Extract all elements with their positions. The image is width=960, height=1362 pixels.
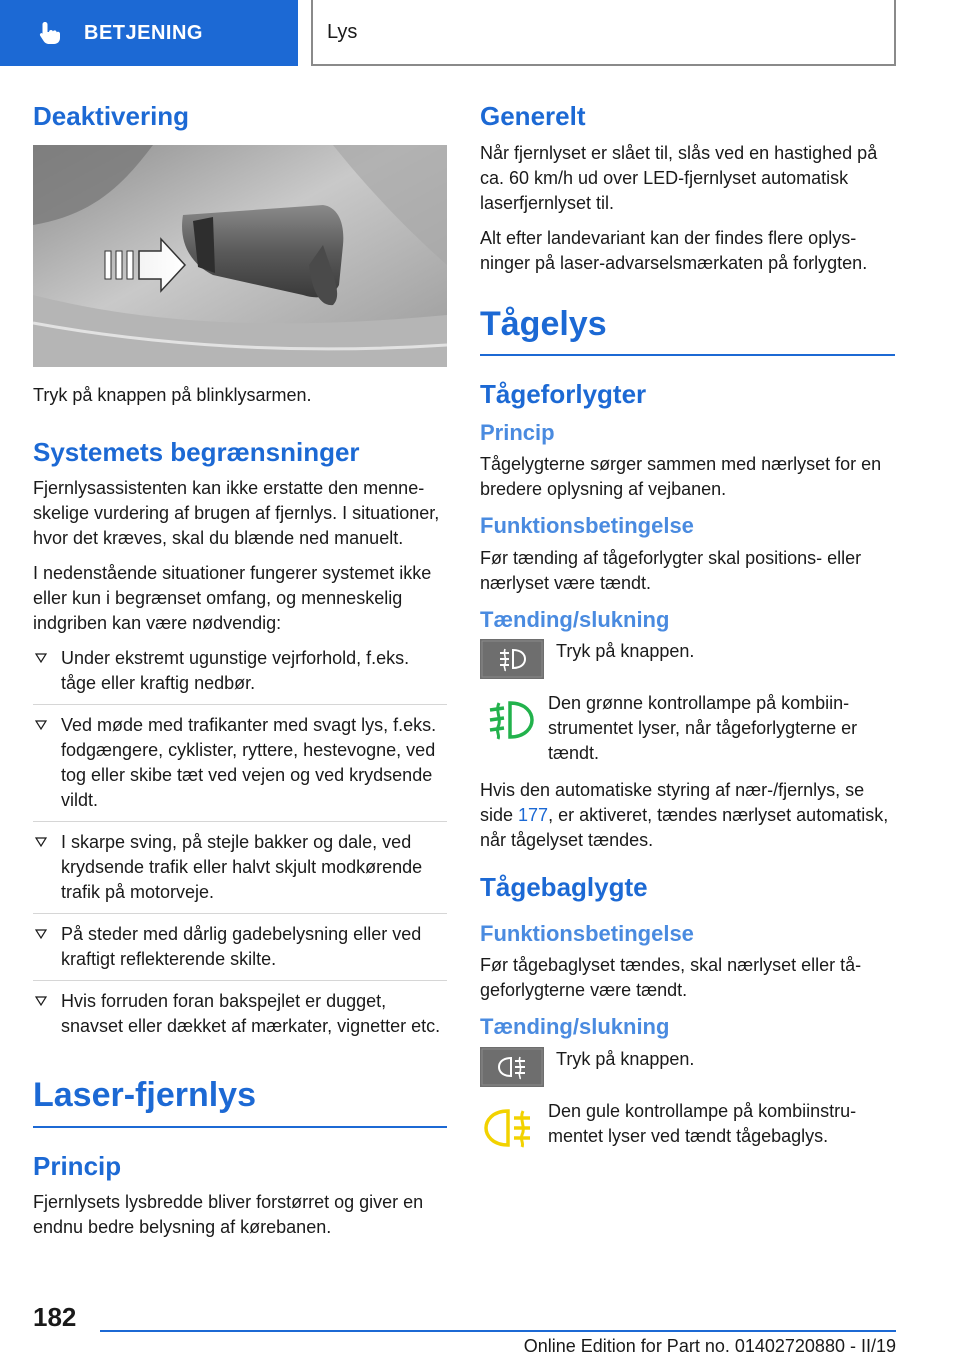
spacer <box>480 912 895 920</box>
general-heading: Generelt <box>480 101 586 131</box>
laser-principle-heading: Princip <box>33 1150 122 1181</box>
page-link-177[interactable]: 177 <box>518 805 549 826</box>
triangle-bullet-icon <box>35 836 47 848</box>
triangle-bullet-icon <box>35 928 47 940</box>
limits-heading: Systemets begrænsninger <box>33 436 360 467</box>
rear-fog-heading: Tågebaglygte <box>480 872 648 903</box>
hand-pointer-icon <box>36 19 64 47</box>
laser-principle-text: Fjernlysets lysbredde bliver forstørret og giver en endnu bedre belysning af kørebanen. <box>33 1192 424 1238</box>
photo-caption: Tryk på knappen på blinklysarmen. <box>33 384 312 405</box>
page-title-tab <box>311 0 896 66</box>
front-switch-heading: Tænding/slukning <box>480 606 670 632</box>
page-number: 182 <box>33 1302 77 1332</box>
front-fog-button-icon <box>480 639 544 679</box>
triangle-bullet-icon <box>35 652 47 664</box>
list-item: I skarpe sving, på stejle bakker og dale, ved krydsende trafik eller halvt skjult modkørende trafik på motorveje. <box>33 830 447 914</box>
fog-chapter-heading: Tågelys <box>480 304 895 357</box>
front-lamp-row <box>480 691 895 766</box>
rear-condition-text: Før tågebaglyset tændes, skal nærlyset eller tågeforlygterne være tændt. <box>480 955 862 1001</box>
spacer <box>480 286 895 304</box>
turn-signal-lever-photo <box>33 145 447 367</box>
left-column <box>33 100 447 1250</box>
limits-paragraph-1: Fjernlysassistenten kan ikke erstatte den menneskelige vurdering af brugen af fjernlys. I situationer, hvor det kræves, skal du blænde ned manuelt. <box>33 478 440 548</box>
rear-lamp-text: Den gule kontrollampe på kombiinstrumentet lyser ved tændt tågebaglys. <box>548 1100 857 1146</box>
general-paragraph-2: Alt efter landevariant kan der findes flere oplysninger på laser-advarselsmærkaten på forlygten. <box>480 227 868 273</box>
page-footer <box>0 1290 960 1362</box>
rear-condition-heading: Funktionsbetingelse <box>480 920 694 946</box>
section-tab <box>0 0 298 66</box>
front-auto-text: Hvis den automatiske styring af nær-/fjernlys, se side 177, er aktiveret, tændes nærlyset automatisk, når tågelyset tændes. <box>480 780 889 851</box>
list-item: Hvis forruden foran bakspejlet er dugget, snavset eller dækket af mærkater, vignetter etc. <box>33 989 447 1047</box>
rear-fog-indicator-icon <box>480 1103 540 1153</box>
spacer <box>33 1057 447 1075</box>
limits-list <box>33 646 447 1047</box>
list-item: På steder med dårlig gadebelysning eller ved kraftigt reflekterende skilte. <box>33 922 447 981</box>
deactivation-heading: Deaktivering <box>33 101 190 131</box>
list-item: Ved møde med trafikanter med svagt lys, f.eks. fodgængere, cyklister, ryttere, hestevogne, ved tog eller skibe tæt ved vejen og ved krydsende vildt. <box>33 713 447 822</box>
footer-divider <box>100 1330 896 1332</box>
front-press-text: Tryk på knappen. <box>556 641 695 662</box>
right-column <box>480 100 895 1165</box>
list-item: Under ekstremt ugunstige vejrforhold, f.eks. tåge eller kraftig nedbør. <box>33 646 447 705</box>
spacer <box>33 418 447 436</box>
edition-label: Online Edition for Part no. 01402720880 - II/19 <box>523 1336 896 1356</box>
rear-press-text: Tryk på knappen. <box>556 1048 695 1069</box>
front-condition-text: Før tænding af tågeforlygter skal positions- eller nærlyset være tændt. <box>480 547 862 593</box>
front-principle-heading: Princip <box>480 419 555 445</box>
triangle-bullet-icon <box>35 995 47 1007</box>
limits-paragraph-2: I nedenstående situationer fungerer systemet ikke eller kun i begrænset omfang, og menneskelig indgriben kan være nødvendig: <box>33 563 432 633</box>
front-fog-indicator-icon <box>480 695 540 745</box>
rear-button-row <box>480 1047 895 1087</box>
page-title: Lys <box>327 20 358 43</box>
spacer <box>480 863 895 871</box>
rear-switch-heading: Tænding/slukning <box>480 1014 670 1040</box>
laser-chapter-heading: Laser-fjernlys <box>33 1075 447 1128</box>
rear-lamp-row <box>480 1099 895 1153</box>
front-principle-text: Tågelygterne sørger sammen med nærlyset for en bredere oplysning af vejbanen. <box>480 454 882 500</box>
page-header <box>0 0 960 66</box>
section-title: BETJENING <box>84 21 203 44</box>
front-button-row <box>480 639 895 679</box>
front-fog-heading: Tågeforlygter <box>480 379 647 410</box>
triangle-bullet-icon <box>35 719 47 731</box>
front-lamp-text: Den grønne kontrollampe på kombiinstrumentet lyser, når tågeforlygterne er tændt. <box>548 693 858 764</box>
rear-fog-button-icon <box>480 1047 544 1087</box>
general-paragraph-1: Når fjernlyset er slået til, slås ved en hastighed på ca. 60 km/h ud over LED-fjernlyset automatisk laserfjernlyset til. <box>480 142 878 213</box>
front-condition-heading: Funktionsbetingelse <box>480 513 694 539</box>
